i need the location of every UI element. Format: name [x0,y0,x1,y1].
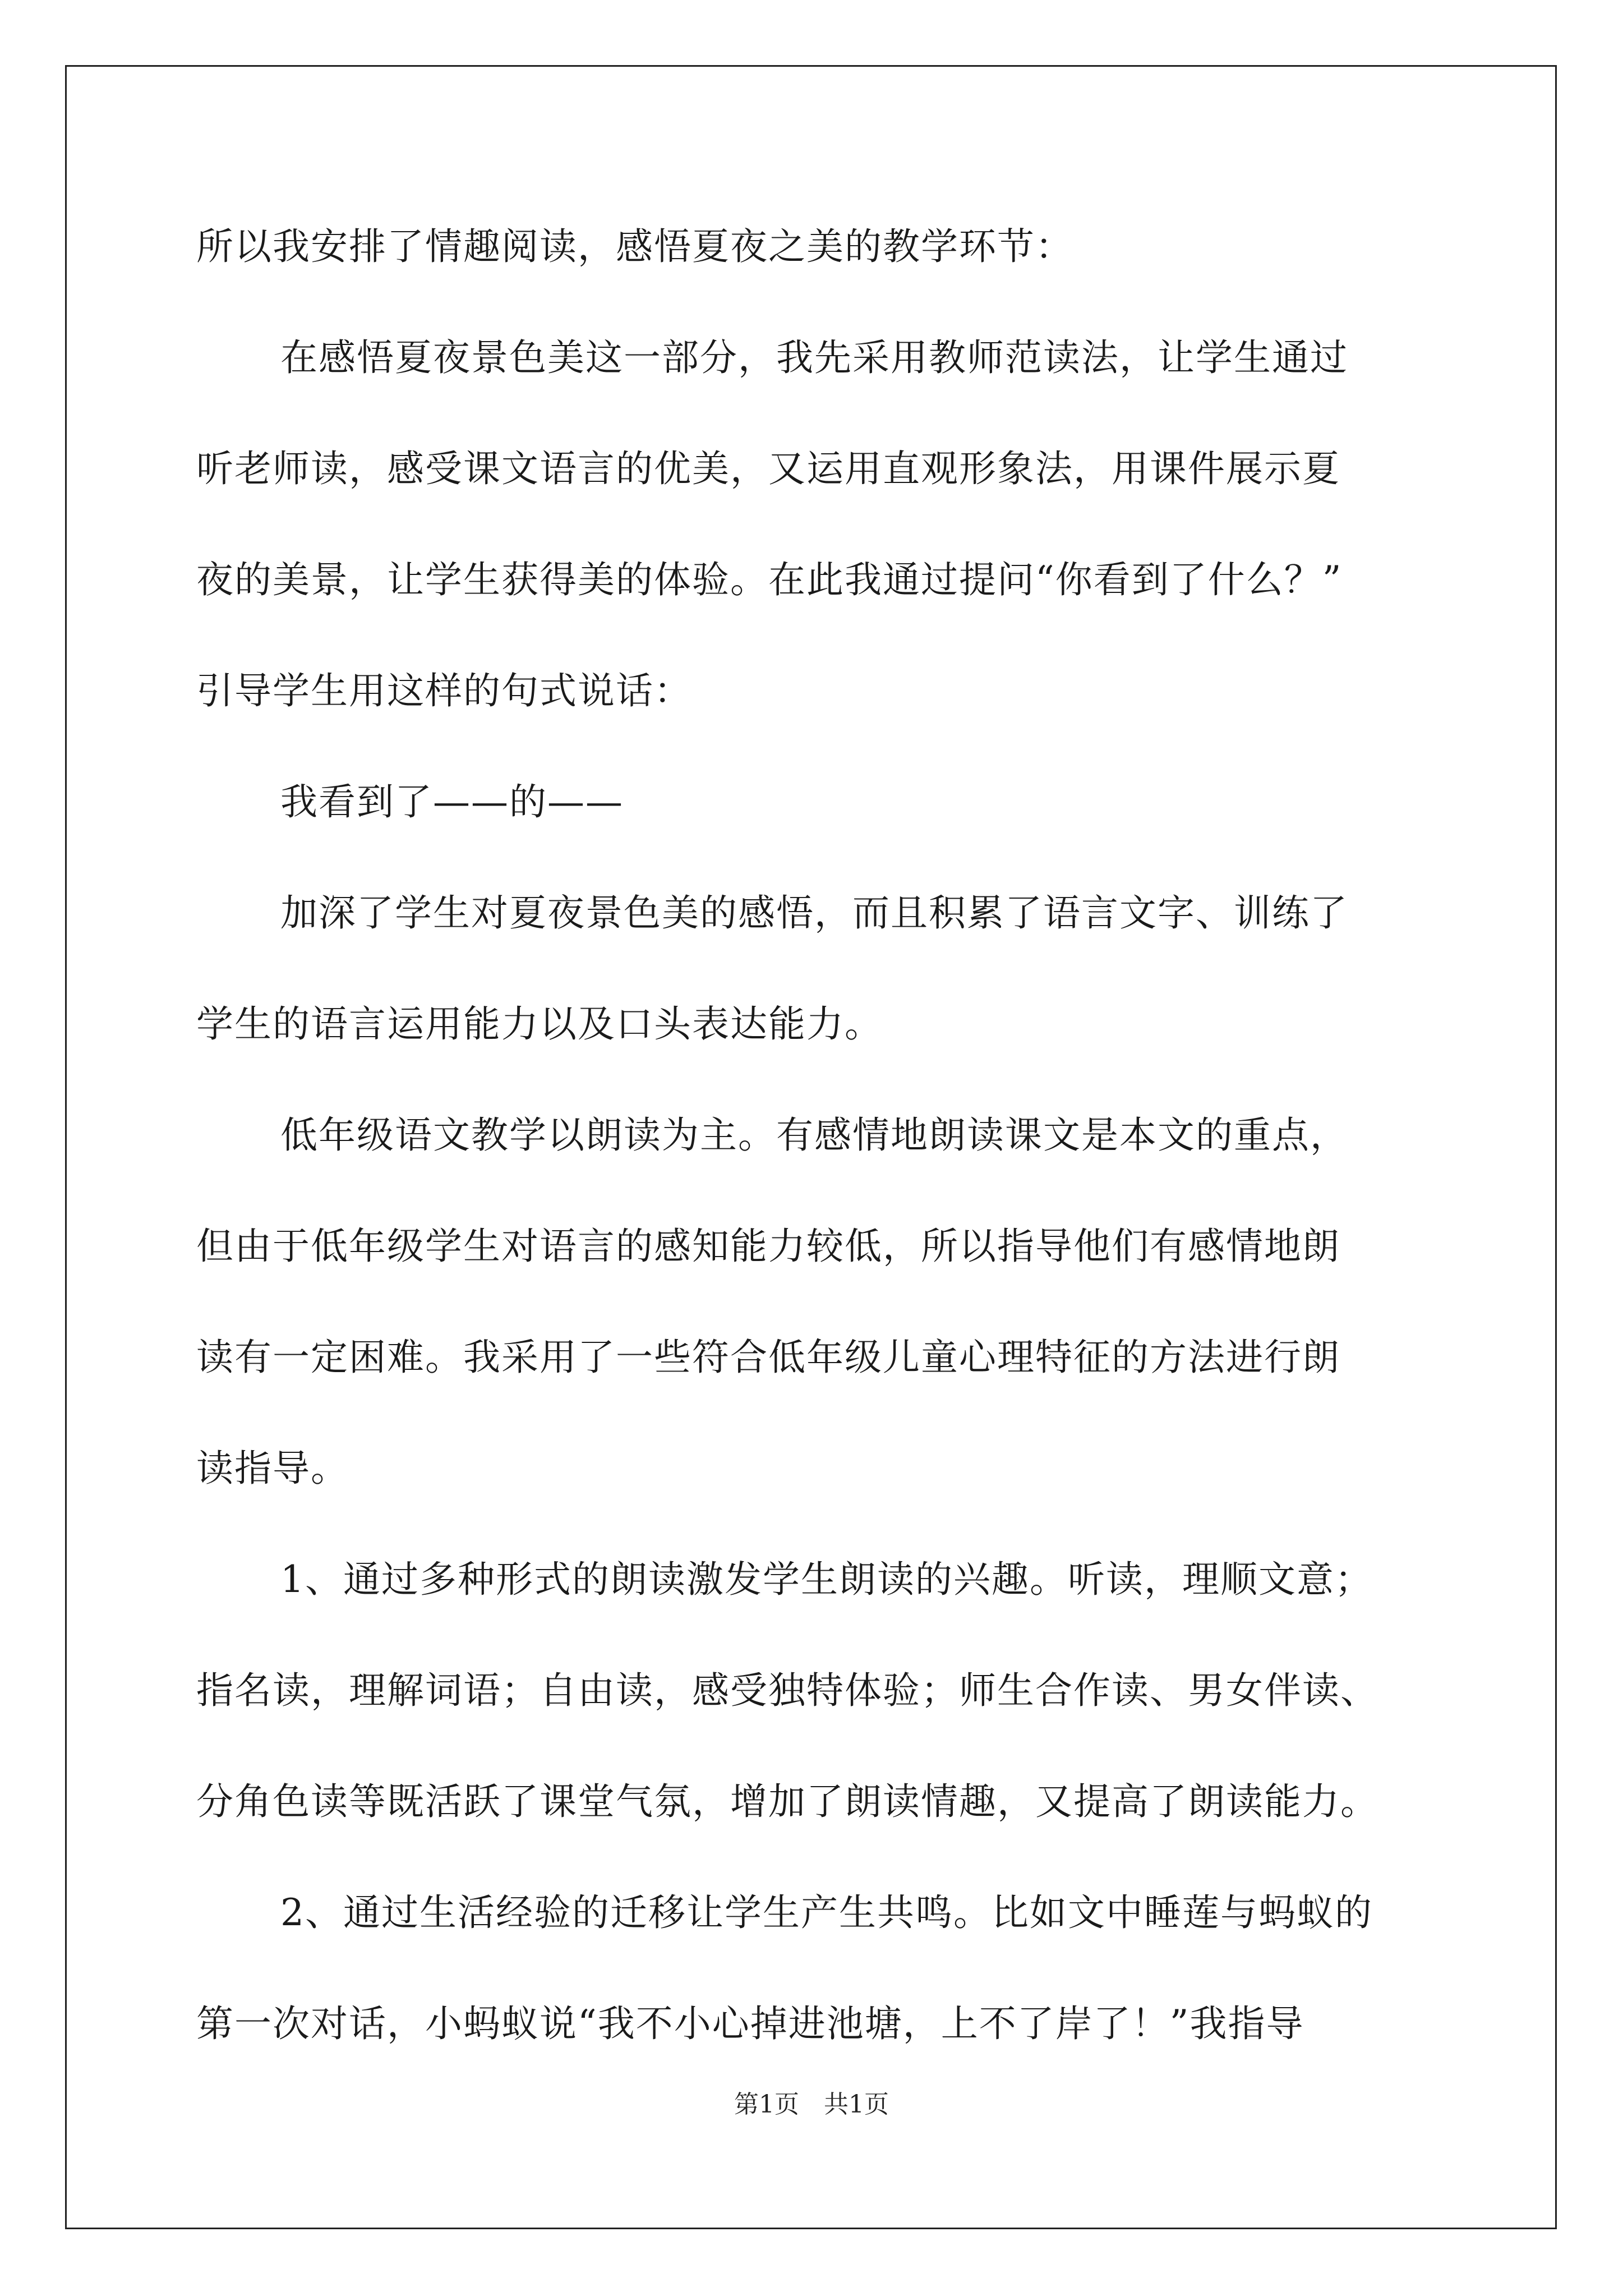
text-line: 低年级语文教学以朗读为主。有感情地朗读课文是本文的重点， [280,1114,1348,1157]
text-line: 夜的美景，让学生获得美的体验。在此我通过提问“你看到了什么？” [196,558,1343,601]
text-line: 加深了学生对夏夜景色美的感悟，而且积累了语言文字、训练了 [280,891,1348,935]
text-line: 引导学生用这样的句式说话： [196,669,692,712]
text-line: 第一次对话，小蚂蚁说“我不小心掉进池塘，上不了岸了！”我指导 [196,2002,1304,2045]
text-line: 我看到了——的—— [280,780,624,823]
text-line: 2、通过生活经验的迁移让学生产生共鸣。比如文中睡莲与蚂蚁的 [280,1891,1373,1934]
text-line: 1、通过多种形式的朗读激发学生朗读的兴趣。听读，理顺文意； [280,1558,1373,1601]
text-line: 读指导。 [196,1447,349,1490]
text-line: 学生的语言运用能力以及口头表达能力。 [196,1002,883,1046]
text-line: 指名读，理解词语；自由读，感受独特体验；师生合作读、男女伴读、 [196,1669,1378,1712]
text-line: 读有一定困难。我采用了一些符合低年级儿童心理特征的方法进行朗 [196,1336,1340,1379]
text-line: 分角色读等既活跃了课堂气氛，增加了朗读情趣，又提高了朗读能力。 [196,1780,1378,1823]
text-line: 在感悟夏夜景色美这一部分，我先采用教师范读法，让学生通过 [280,336,1348,379]
page-footer: 第1页 共1页 [734,2090,889,2119]
text-line: 但由于低年级学生对语言的感知能力较低，所以指导他们有感情地朗 [196,1225,1340,1268]
text-line: 所以我安排了情趣阅读，感悟夏夜之美的教学环节： [196,225,1073,268]
text-line: 听老师读，感受课文语言的优美，又运用直观形象法，用课件展示夏 [196,447,1340,490]
